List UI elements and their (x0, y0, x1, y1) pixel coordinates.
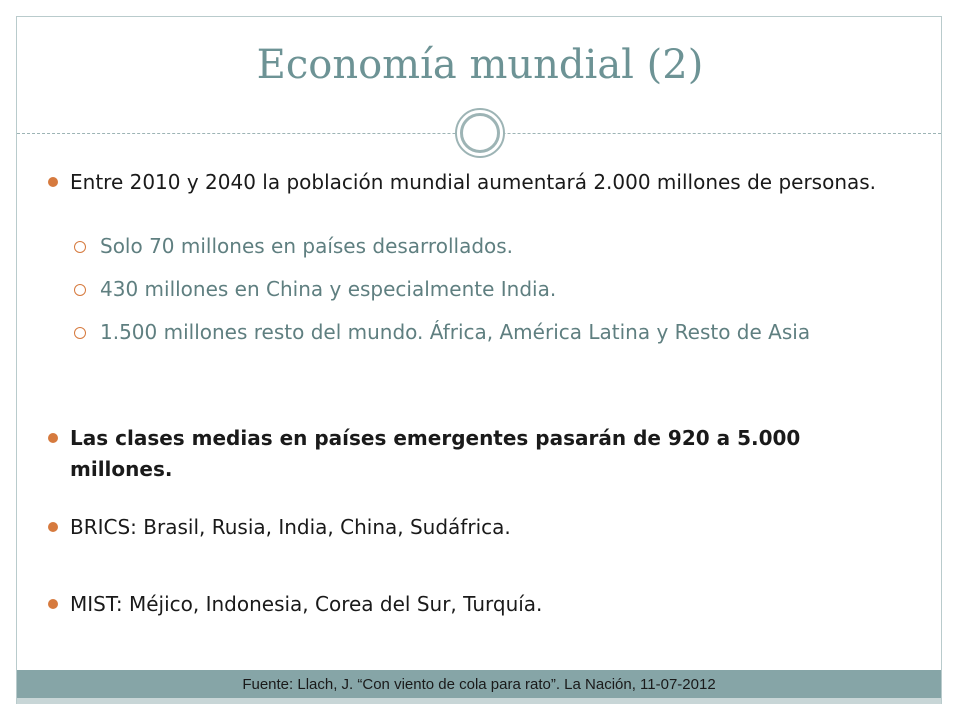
sub-bullet-china-india: 430 millones en China y especialmente India. (100, 277, 557, 301)
bullet-dot-icon (48, 177, 58, 187)
bullet-dot-icon (48, 522, 58, 532)
bullet-dot-icon (48, 599, 58, 609)
sub-bullet-developed: Solo 70 millones en países desarrollados. (100, 234, 514, 258)
slide-title: Economía mundial (2) (256, 42, 704, 88)
bullet-middle-classes: Las clases medias en países emergentes pasarán de 920 a 5.000 millones. (70, 426, 801, 481)
bullet-mist: MIST: Méjico, Indonesia, Corea del Sur, Turquía. (70, 592, 543, 616)
sub-bullet-circle-icon (74, 241, 86, 253)
bullet-dot-icon (48, 433, 58, 443)
sub-bullet-rest-of-world: 1.500 millones resto del mundo. África, América Latina y Resto de Asia (100, 320, 811, 344)
sub-bullet-circle-icon (74, 284, 86, 296)
bullet-population-growth: Entre 2010 y 2040 la población mundial aumentará 2.000 millones de personas. (70, 170, 877, 194)
sub-bullet-circle-icon (74, 327, 86, 339)
bullet-brics: BRICS: Brasil, Rusia, India, China, Sudáfrica. (70, 515, 511, 539)
source-footer: Fuente: Llach, J. “Con viento de cola para rato”. La Nación, 11-07-2012 (17, 670, 941, 704)
